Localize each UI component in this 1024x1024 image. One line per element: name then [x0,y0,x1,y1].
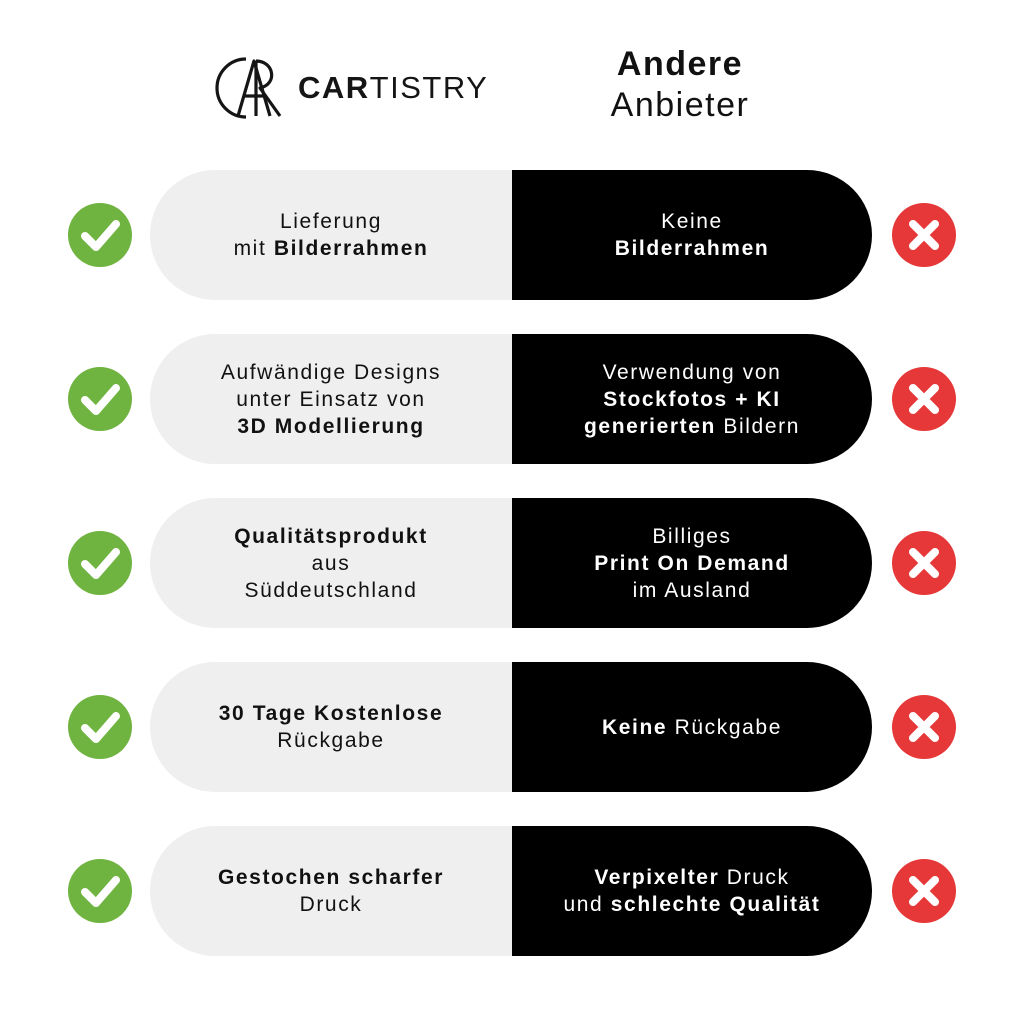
comparison-header [0,0,1024,160]
other-provider-text-bold: Bilderrahmen [614,237,770,260]
cartistry-feature-text [234,523,428,604]
comparison-row [0,826,1024,958]
cartistry-feature-pill [150,334,512,464]
cartistry-feature-text-bold: Gestochen scharfer [217,866,445,889]
cartistry-feature-text-line [218,891,444,918]
x-circle-icon [892,531,956,595]
cartistry-feature-text-line [234,577,428,604]
other-provider-text [584,359,800,440]
cartistry-feature-text-regular: unter Einsatz von [236,387,426,411]
cartistry-feature-text [221,359,441,440]
cartistry-feature-text-line [234,235,429,262]
other-provider-text-regular: im Ausland [632,578,752,602]
cartistry-feature-text-regular: Lieferung [280,210,382,233]
other-provider-text-line [564,891,821,918]
cartistry-feature-text-line [218,864,444,891]
comparison-row [0,498,1024,630]
cartistry-feature-text [219,700,443,754]
cartistry-feature-text-line [221,359,441,386]
other-provider-pill [512,662,872,792]
check-circle-icon [68,859,132,923]
cartistry-feature-text [218,864,444,918]
other-provider-text-regular: Verwendung von [602,360,782,384]
comparison-row [0,662,1024,794]
other-provider-text-line [602,714,782,741]
other-provider-text-line [615,208,770,235]
x-circle-icon [892,695,956,759]
other-provider-text [594,523,790,604]
cartistry-feature-text-regular: mit [233,237,274,260]
cartistry-feature-text-line [234,550,428,577]
other-provider-text [564,864,821,918]
other-providers-heading [560,44,800,126]
brand-name-regular: TISTRY [369,70,489,105]
brand-name-bold: CAR [298,70,370,105]
check-circle-icon [68,203,132,267]
other-provider-text-regular: Keine [661,210,723,233]
cartistry-feature-text-regular: Süddeutschland [244,578,418,602]
cartistry-feature-text-regular: Aufwändige Designs [220,360,442,384]
other-provider-text-line [584,359,800,386]
other-provider-text-line [615,235,770,262]
other-provider-text-regular: Billiges [652,524,732,548]
other-provider-pill [512,334,872,464]
x-circle-icon [892,203,956,267]
cartistry-feature-text-bold: 30 Tage Kostenlose [218,702,444,725]
cartistry-feature-text-line [234,523,428,550]
cartistry-feature-pill [150,498,512,628]
other-provider-text-bold: schlechte Qualität [610,893,821,916]
other-provider-text-regular: Bildern [715,414,800,438]
cartistry-feature-text-line [221,386,441,413]
other-provider-pill [512,170,872,300]
cartistry-feature-text-line [234,208,429,235]
other-provider-text-line [584,386,800,413]
comparison-row [0,170,1024,302]
cartistry-feature-text-line [219,727,443,754]
other-provider-text-bold: Verpixelter [594,866,720,889]
other-provider-text [602,714,782,741]
other-providers-line1: Andere [616,45,744,83]
other-provider-text-line [594,550,790,577]
cartistry-feature-text-regular: Rückgabe [277,729,385,752]
cartistry-feature-pill [150,826,512,956]
check-circle-icon [68,367,132,431]
brand-logo [212,52,502,124]
cartistry-feature-pill [150,662,512,792]
other-provider-text-regular: Druck [719,866,790,889]
check-circle-icon [68,531,132,595]
x-circle-icon [892,367,956,431]
other-providers-line2: Anbieter [610,86,750,124]
other-provider-pill [512,498,872,628]
cartistry-feature-text-regular: aus [311,551,351,575]
check-circle-icon [68,695,132,759]
x-circle-icon [892,859,956,923]
comparison-row [0,334,1024,466]
brand-name [298,70,488,106]
other-provider-text-line [594,577,790,604]
other-provider-text-line [594,523,790,550]
other-provider-text-regular: und [563,893,611,916]
other-provider-text-bold: Keine [602,715,668,739]
other-provider-text-bold: Stockfotos + KI [603,387,781,411]
other-provider-text-regular: Rückgabe [667,715,782,739]
cartistry-feature-text-line [219,700,443,727]
cartistry-monogram-icon [212,52,290,124]
other-provider-text [615,208,770,262]
other-provider-pill [512,826,872,956]
other-provider-text-line [564,864,821,891]
other-provider-text-bold: generierten [584,414,716,438]
cartistry-feature-text [234,208,429,262]
other-provider-text-bold: Print On Demand [594,551,790,575]
cartistry-feature-text-regular: Druck [299,893,363,916]
other-provider-text-line [584,413,800,440]
cartistry-feature-text-bold: Qualitätsprodukt [234,524,428,548]
cartistry-feature-text-bold: Bilderrahmen [273,237,429,260]
cartistry-feature-text-bold: 3D Modellierung [237,414,425,438]
cartistry-feature-text-line [221,413,441,440]
cartistry-feature-pill [150,170,512,300]
